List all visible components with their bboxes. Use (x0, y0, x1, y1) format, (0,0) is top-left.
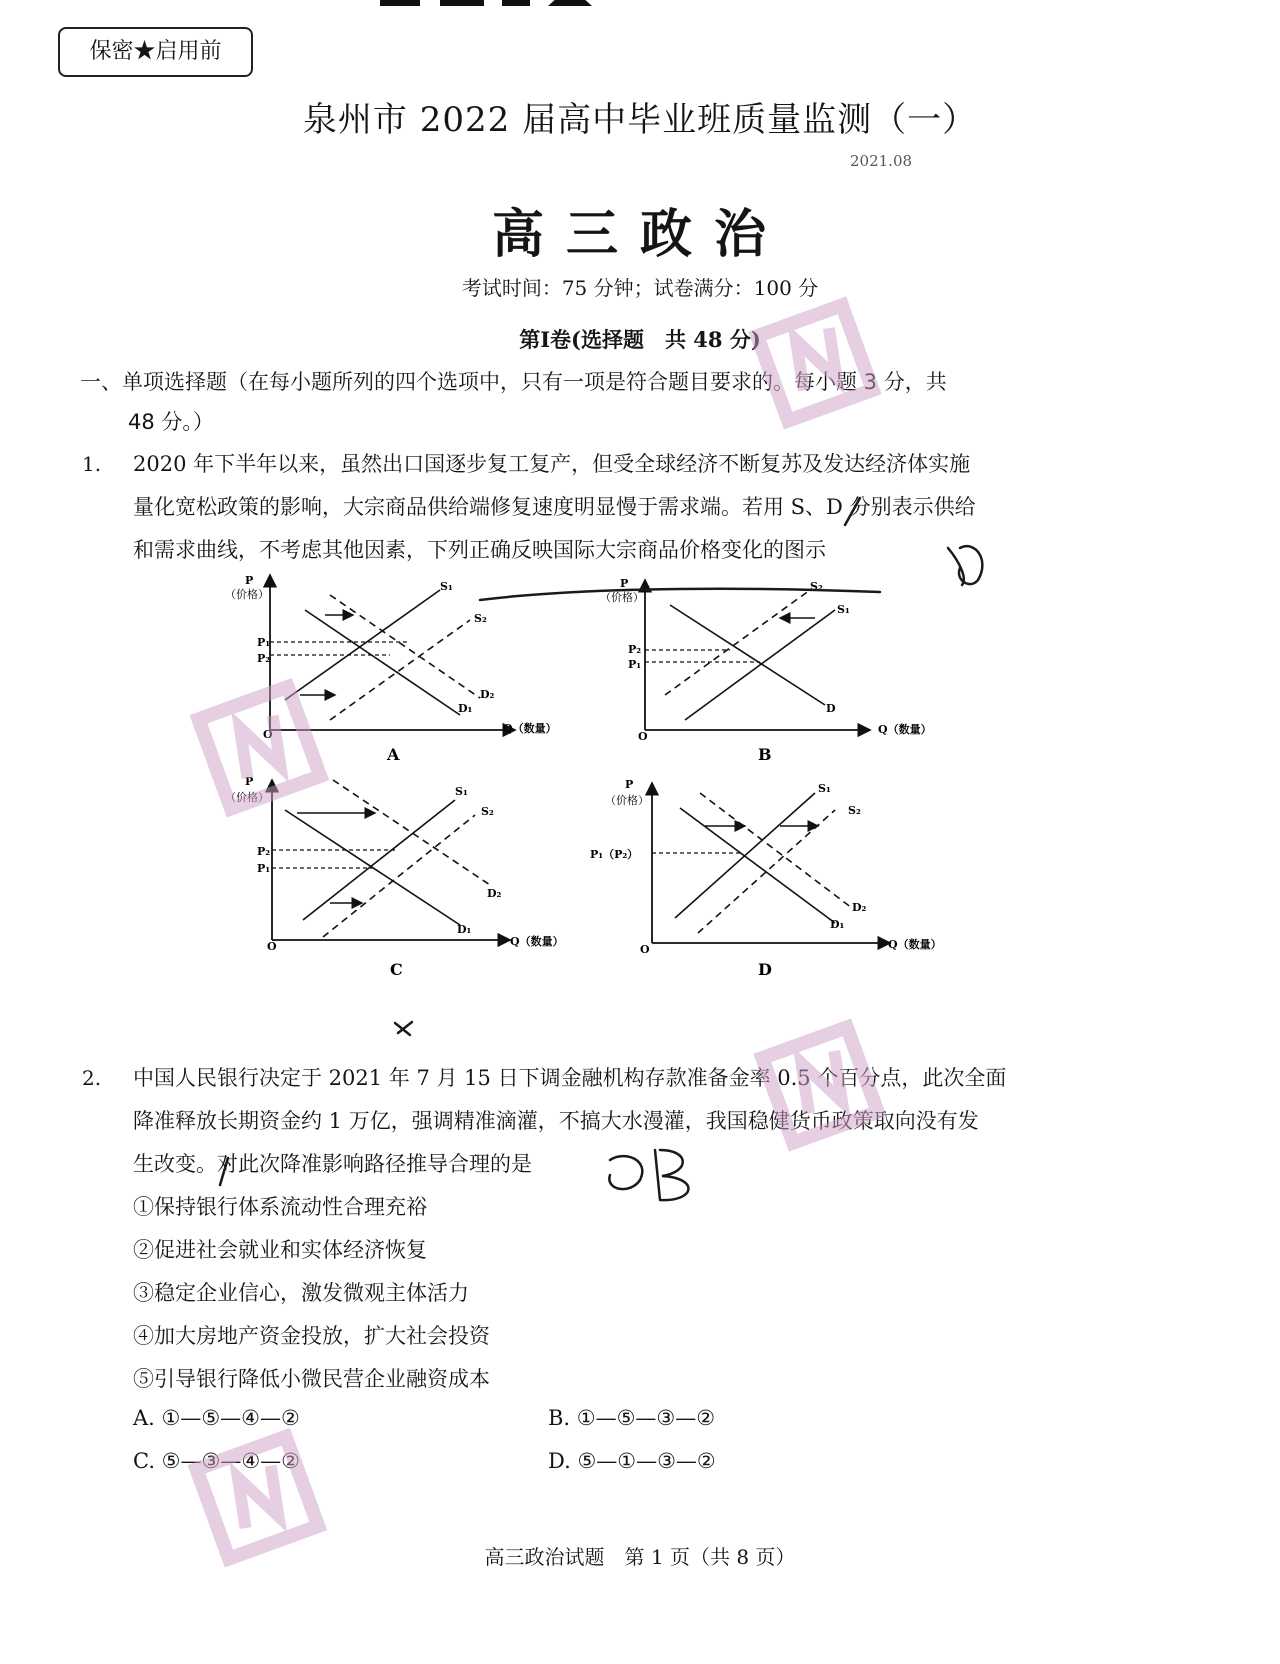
supply-label: S₁ (837, 603, 850, 616)
p-axis-label: P (625, 778, 634, 791)
supply-label: S₂ (848, 804, 861, 817)
zizzs-logo-icon (757, 305, 872, 420)
q1-number: 1. (82, 452, 102, 476)
origin-label: O (638, 730, 648, 743)
section-line-1: 一、单项选择题（在每小题所列的四个选项中，只有一项是符合题目要求的。每小题 3 分，共 (80, 370, 947, 394)
q1-line-1: 2020 年下半年以来，虽然出口国逐步复工复产，但受全球经济不断复苏及发达经济体实施 (133, 452, 971, 476)
q2-number: 2. (82, 1066, 102, 1090)
p-axis-label: P (620, 577, 629, 590)
q2-item-3: ③稳定企业信心，激发微观主体活力 (133, 1281, 469, 1305)
q-axis-label: Q（数量） (888, 938, 942, 951)
demand-label: D₁ (457, 923, 472, 936)
confidential-stamp: 保密★启用前 (58, 27, 253, 77)
q2-line-3: 生改变。对此次降准影响路径推导合理的是 (133, 1152, 532, 1176)
price-label: P₁ (628, 658, 642, 671)
price-label: P₂ (257, 845, 271, 858)
zizzs-logo-icon (762, 1027, 877, 1142)
price-label: P₂ (628, 643, 642, 656)
price-label: P₂ (257, 652, 271, 665)
price-label: P₁ (257, 636, 271, 649)
q2-item-5: ⑤引导银行降低小微民营企业融资成本 (133, 1367, 490, 1391)
q2-option-b: B. ①—⑤—③—② (548, 1406, 716, 1430)
price-label: P₁ (257, 862, 271, 875)
supply-label: S₁ (440, 580, 453, 593)
supply-label: S₂ (474, 612, 487, 625)
section-line-2: 48 分。） (128, 410, 214, 434)
q1-line-3: 和需求曲线，不考虑其他因素，下列正确反映国际大宗商品价格变化的图示 (133, 538, 826, 562)
demand-label: D (826, 702, 836, 715)
q-axis-label: Q（数量） (503, 722, 557, 735)
demand-label: D₁ (830, 918, 845, 931)
p-axis-label: P (245, 574, 254, 587)
page-footer: 高三政治试题 第 1 页（共 8 页） (484, 1545, 796, 1569)
q2-item-1: ①保持银行体系流动性合理充裕 (133, 1195, 427, 1219)
exam-title: 泉州市 2022 届高中毕业班质量监测（一） (302, 100, 978, 140)
origin-label: O (267, 940, 277, 953)
q1-line-2: 量化宽松政策的影响，大宗商品供给端修复速度明显慢于需求端。若用 S、D 分别表示供给 (133, 495, 976, 519)
q2-line-1: 中国人民银行决定于 2021 年 7 月 15 日下调金融机构存款准备金率 0.5 个百分点，此次全面 (133, 1066, 1007, 1090)
p-axis-unit: （价格） (225, 791, 269, 804)
p-axis-label: P (245, 775, 254, 788)
q2-option-d: D. ⑤—①—③—② (548, 1449, 716, 1473)
q2-item-2: ②促进社会就业和实体经济恢复 (133, 1238, 427, 1262)
demand-label: D₂ (487, 887, 502, 900)
option-letter: D (758, 960, 772, 979)
price-label: P₁（P₂） (590, 848, 639, 861)
option-letter: A (387, 745, 400, 764)
subject-title: 高三政治 (491, 204, 788, 265)
part-heading: 第Ⅰ卷(选择题 共 48 分) (519, 327, 761, 352)
zizzs-logo-icon (196, 1437, 318, 1559)
q2-option-a: A. ①—⑤—④—② (133, 1406, 300, 1430)
demand-label: D₂ (480, 688, 495, 701)
supply-label: S₁ (818, 782, 831, 795)
origin-label: O (263, 728, 273, 741)
supply-label: S₁ (455, 785, 468, 798)
q-axis-label: Q（数量） (510, 935, 564, 948)
p-axis-unit: （价格） (225, 588, 269, 601)
origin-label: O (640, 943, 650, 956)
demand-label: D₂ (852, 901, 867, 914)
exam-date: 2021.08 (850, 152, 913, 170)
p-axis-unit: （价格） (605, 794, 649, 807)
exam-info: 考试时间：75 分钟；试卷满分：100 分 (461, 276, 819, 300)
option-letter: C (390, 960, 403, 979)
option-letter: B (758, 745, 772, 764)
q2-line-2: 降准释放长期资金约 1 万亿，强调精准滴灌，不搞大水漫灌，我国稳健货币政策取向没有发 (133, 1109, 979, 1133)
q2-item-4: ④加大房地产资金投放，扩大社会投资 (133, 1324, 490, 1348)
p-axis-unit: （价格） (600, 591, 644, 604)
q2-option-c: C. ⑤—③—④—② (133, 1449, 300, 1473)
demand-label: D₁ (458, 702, 473, 715)
zizzs-logo-icon (198, 687, 320, 809)
q-axis-label: Q（数量） (878, 723, 932, 736)
supply-label: S₂ (810, 580, 823, 593)
supply-label: S₂ (481, 805, 494, 818)
